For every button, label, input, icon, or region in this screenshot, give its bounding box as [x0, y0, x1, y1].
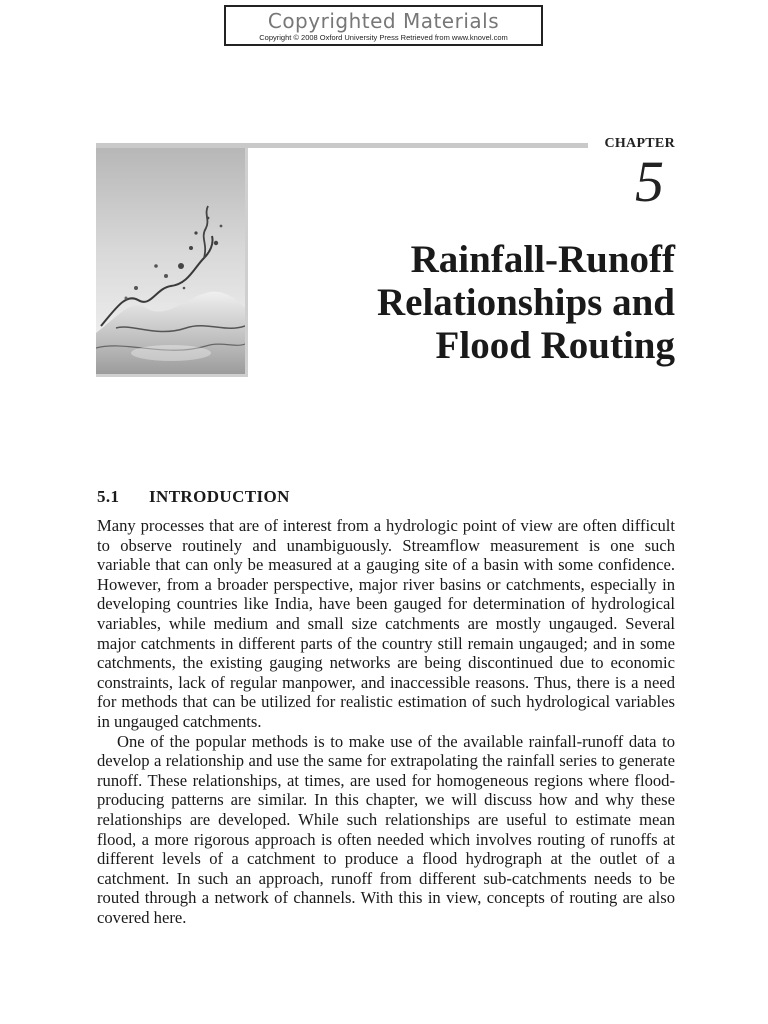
paragraph: Many processes that are of interest from a hydrologic point of view are often difficult to observe routinely and unambiguously. Streamflow measurement is one such variable that can only be measured at a gauging site of a basin with some confidence. However, from a broader perspective, major river basins or catchments, especially in developing countries like India, have been gauged for determination of hydrological variables, while medium and small size catchments are mostly ungauged. Several major catchments in different parts of the country still remain ungauged; and in some catchments, the existing gauging networks are being discontinued due to economic constraints, lack of regular manpower, and inaccessible reasons. Thus, there is a need for methods that can be utilized for realistic estimation of such hydrological variables in ungauged catchments.: [97, 516, 675, 731]
chapter-title-line: Flood Routing: [435, 324, 675, 367]
body-text: [97, 516, 675, 927]
section-number: 5.1: [97, 487, 120, 506]
chapter-title: [377, 238, 675, 367]
water-splash-icon: [96, 148, 248, 377]
copyright-watermark: [224, 5, 543, 46]
chapter-title-line: Rainfall-Runoff: [410, 238, 675, 281]
section-heading: [97, 487, 290, 507]
copyright-title: Copyrighted Materials: [267, 9, 500, 33]
chapter-title-line: Relationships and: [376, 281, 675, 324]
section-title: INTRODUCTION: [149, 487, 290, 506]
copyright-notice: Copyright © 2008 Oxford University Press Retrieved from www.knovel.com: [259, 33, 508, 42]
paragraph: One of the popular methods is to make use of the available rainfall-runoff data to develop a relationship and use the same for extrapolating the rainfall series to generate runoff. These relationships, at times, are used for homogeneous regions where flood-producing patterns are similar. In this chapter, we will discuss how and why these relationships are developed. While such relationships are useful to estimate mean flood, a more rigorous approach is often needed which involves routing of runoffs at different levels of a catchment to produce a flood hydrograph at the outlet of a catchment. In such an approach, runoff from different sub-catchments needs to be routed through a network of channels. With this in view, concepts of routing are also covered here.: [97, 731, 675, 927]
chapter-label: CHAPTER: [604, 136, 675, 151]
chapter-number: 5: [635, 149, 664, 214]
